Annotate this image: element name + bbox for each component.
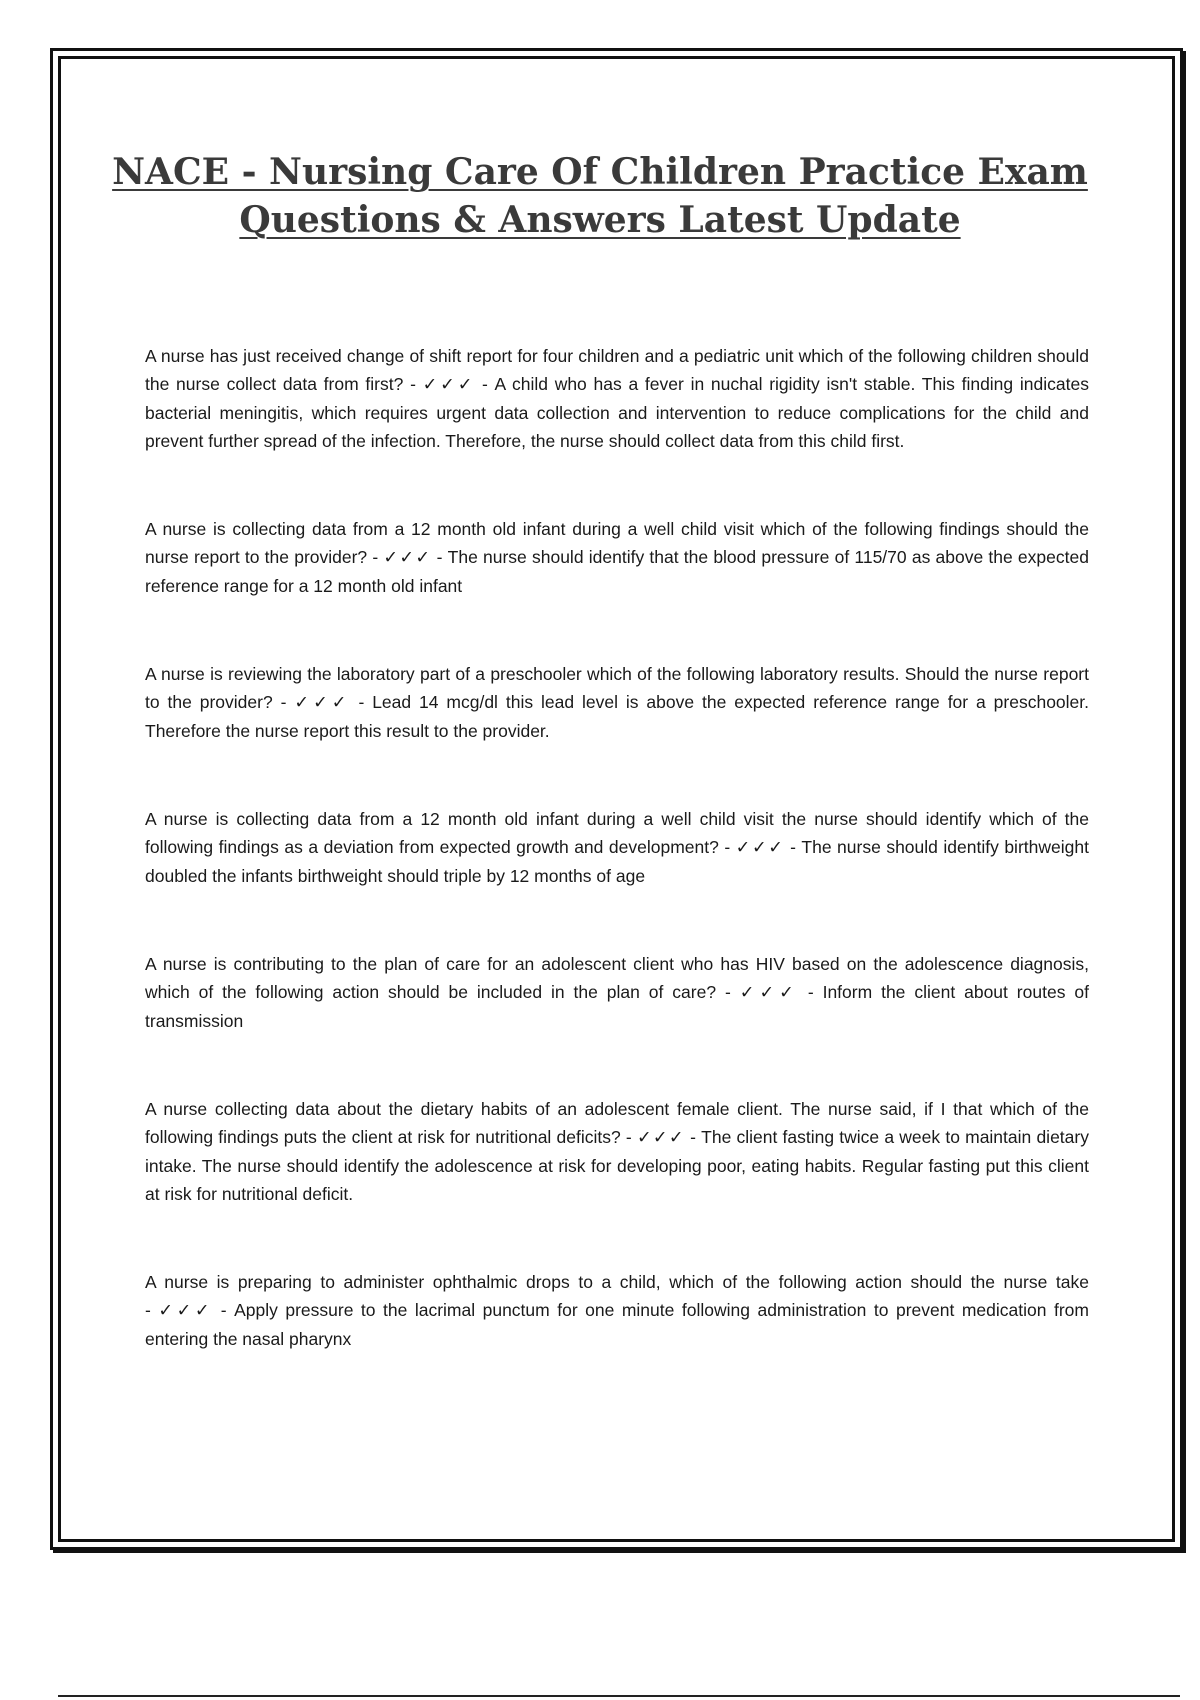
separator: - ✓✓✓ - xyxy=(372,547,443,568)
separator: - ✓✓✓ - xyxy=(625,1127,696,1148)
qa-item xyxy=(145,660,1089,745)
document-title xyxy=(0,148,1200,244)
checkmark-icon: ✓✓✓ xyxy=(158,1301,214,1321)
separator: - ✓✓✓ - xyxy=(724,837,796,858)
question-text: A nurse is collecting data from a 12 month old infant during a well child visit the nurse should identify which of the following findings as a deviation from expected growth and development? xyxy=(145,809,1089,857)
checkmark-icon: ✓✓✓ xyxy=(383,548,432,568)
answer-text: The client fasting twice a week to maintain dietary intake. The nurse should identify the adolescence at risk for developing poor, eating habits. Regular fasting put this client at risk for nutritional deficit. xyxy=(145,1127,1089,1204)
checkmark-icon: ✓✓✓ xyxy=(636,1128,685,1148)
answer-text: The nurse should identify birthweight doubled the infants birthweight should triple by 12 months of age xyxy=(145,837,1089,886)
separator: - ✓✓✓ - xyxy=(280,692,365,713)
document-title-line-2: Questions & Answers Latest Update xyxy=(239,199,961,241)
checkmark-icon: ✓✓✓ xyxy=(294,693,351,713)
separator: - ✓✓✓ - xyxy=(410,374,488,395)
question-text: A nurse collecting data about the dietary habits of an adolescent female client. The nurse said, if I that which of the following findings puts the client at risk for nutritional deficits? xyxy=(145,1099,1089,1147)
question-text: A nurse is contributing to the plan of care for an adolescent client who has HIV based on the adolescence diagnosis, which of the following action should be included in the plan of care? xyxy=(145,954,1089,1002)
answer-text: The nurse should identify that the blood pressure of 115/70 as above the expected reference range for a 12 month old infant xyxy=(145,547,1089,596)
checkmark-icon: ✓✓✓ xyxy=(739,983,799,1003)
qa-item xyxy=(145,342,1089,455)
separator: - ✓✓✓ - xyxy=(725,982,814,1003)
qa-item xyxy=(145,805,1089,890)
checkmark-icon: ✓✓✓ xyxy=(422,375,476,395)
question-text: A nurse has just received change of shift report for four children and a pediatric unit which of the following children should the nurse collect data from first? xyxy=(145,346,1089,394)
answer-text: Apply pressure to the lacrimal punctum for one minute following administration to prevent medication from entering the nasal pharynx xyxy=(145,1300,1089,1349)
checkmark-icon: ✓✓✓ xyxy=(735,838,785,858)
question-text: A nurse is reviewing the laboratory part of a preschooler which of the following laboratory results. Should the nurse report to the provider? xyxy=(145,664,1089,712)
question-text: A nurse is collecting data from a 12 month old infant during a well child visit which of the following findings should the nurse report to the provider? xyxy=(145,519,1089,567)
footer-divider xyxy=(58,1695,1180,1697)
separator: - ✓✓✓ - xyxy=(145,1300,227,1321)
qa-item xyxy=(145,1095,1089,1208)
qa-item xyxy=(145,1268,1089,1353)
qa-item xyxy=(145,515,1089,600)
question-text: A nurse is preparing to administer ophthalmic drops to a child, which of the following action should the nurse take xyxy=(145,1272,1089,1292)
document-title-line-1: NACE - Nursing Care Of Children Practice Exam xyxy=(112,151,1088,193)
answer-text: Inform the client about routes of transmission xyxy=(145,982,1089,1031)
answer-text: Lead 14 mcg/dl this lead level is above the expected reference range for a preschooler. Therefore the nurse report this result to the provider. xyxy=(145,692,1090,741)
answer-text: A child who has a fever in nuchal rigidity isn't stable. This finding indicates bacterial meningitis, which requires urgent data collection and intervention to reduce complications for the child and prevent further spread of the infection. Therefore, the nurse should collect data from this child first. xyxy=(145,374,1089,451)
qa-list xyxy=(145,342,1089,1353)
qa-item xyxy=(145,950,1089,1035)
